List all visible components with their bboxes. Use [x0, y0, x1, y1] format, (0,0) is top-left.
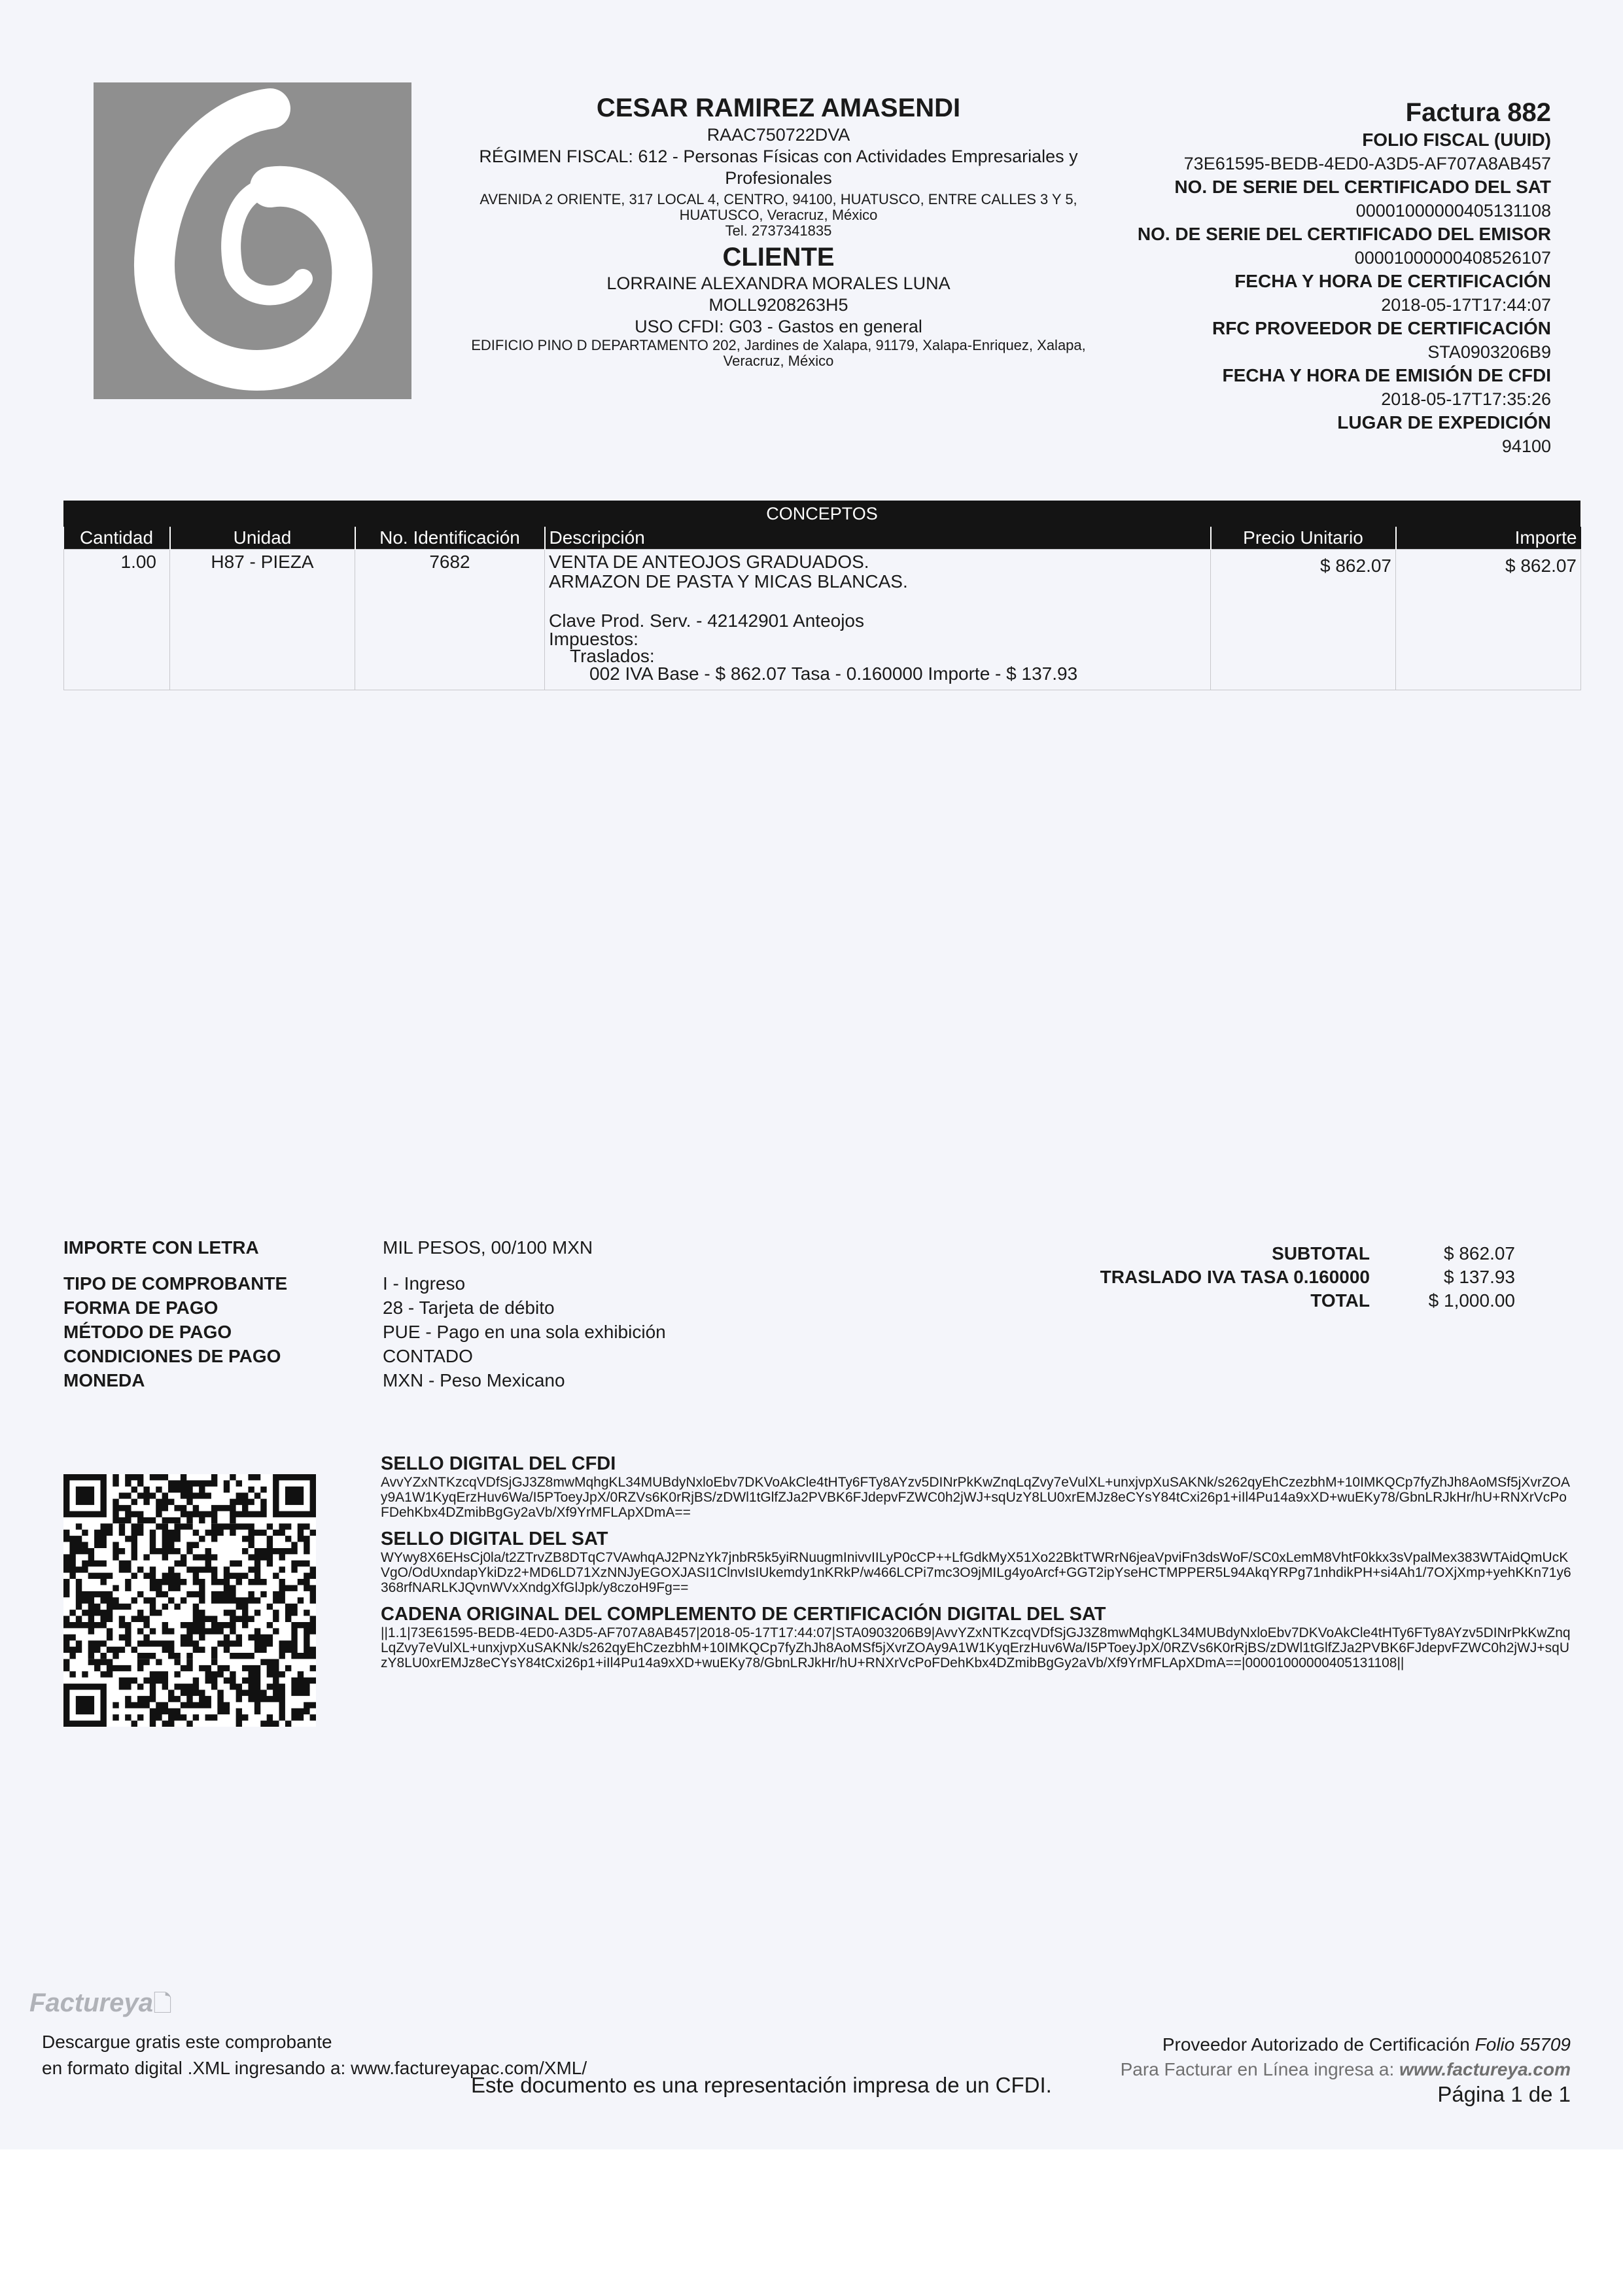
sello-sat-value: WYwy8X6EHsCj0la/t2ZTrvZB8DTqC7VAwhqAJ2PNzYk7jnbR5k5yiRNuugmInivvIILyP0cCP++LfGdkMyX51Xo22BktTWRrN6jeaVpviFn3dsWoF/SC0xLemM8VhtF0kkx3sVpalMex383WTAidQmUcKVgO/OdUxndapYkiDz2+MD6LD71XzNNJyEGOXJASI1ClnvIsIUkemdy1nKRkP/w466LCPi7mc3O9jMILg4yoArcf+GGT2ipYseHCTMPPER5L94AkqYRPg71nhdikPH+si4Ah1/7OXjXmp+yehKKn71y6368rfNARLKJQvnWVxXndgXfGlJpk/y8czoH9Fg== — [381, 1550, 1571, 1595]
client-heading: CLIENTE — [722, 243, 835, 272]
total-label: TOTAL — [1310, 1290, 1370, 1311]
col-cantidad: Cantidad — [64, 527, 170, 550]
table-row — [64, 550, 1581, 690]
iva-label: TRASLADO IVA TASA 0.160000 — [1100, 1267, 1370, 1287]
fecha-emision-label: FECHA Y HORA DE EMISIÓN DE CFDI — [1222, 365, 1551, 385]
client-name: LORRAINE ALEXANDRA MORALES LUNA — [606, 274, 951, 293]
desc-line-4: Impuestos: — [549, 629, 638, 649]
iva-value: $ 137.93 — [1444, 1267, 1515, 1287]
cell-cantidad: 1.00 — [64, 550, 170, 690]
footer-online: Para Facturar en Línea ingresa a: — [1120, 2059, 1395, 2079]
client-rfc: MOLL9208263H5 — [708, 295, 848, 315]
col-descripcion: Descripción — [545, 527, 1211, 550]
issuer-address: AVENIDA 2 ORIENTE, 317 LOCAL 4, CENTRO, 94100, HUATUSCO, ENTRE CALLES 3 Y 5, HUATUSCO, Veracruz, México — [480, 191, 1077, 223]
company-logo — [94, 82, 411, 399]
scan-bottom-strip — [0, 2149, 1623, 2296]
footer-provider — [1121, 2032, 1571, 2107]
moneda-value: MXN - Peso Mexicano — [383, 1370, 565, 1390]
factureya-logo — [29, 1987, 172, 2026]
metodo-value: PUE - Pago en una sola exhibición — [383, 1322, 666, 1342]
client-address: EDIFICIO PINO D DEPARTAMENTO 202, Jardines de Xalapa, 91179, Xalapa-Enriquez, Xalapa, Veracruz, México — [471, 337, 1086, 369]
tipo-value: I - Ingreso — [383, 1273, 466, 1294]
col-precio: Precio Unitario — [1211, 527, 1396, 550]
concepts-title: CONCEPTOS — [63, 501, 1580, 527]
sello-cfdi-value: AvvYZxNTKzcqVDfSjGJ3Z8mwMqhgKL34MUBdyNxloEbv7DKVoAkCle4tHTy6FTy8AYzv5DINrPkKwZnqLqZvy7eVulXL+unxjvpXuSAKNk/s262qyEhCzezbhM+10IMKQCp7fyZhJh8AoMSf5jXvrZOAy9A1W1KyqErzHuv6Wa/I5PToeyJpX/0RZVs6K0rRjBS/zDWl1tGlfZJa2PVBK6FJdepvFZWC0h2jWJ+sqUzY8LU0xrEMJz8eCYsY84tCxi26p1+iIl4Pu14a9xXD+wuEKy78/GbnLRJkHr/hU+RNXrVcPoFDehKbx4DZmibBgGy2aVb/Xf9YrMFLApXDmA== — [381, 1475, 1570, 1520]
client-uso-cfdi: USO CFDI: G03 - Gastos en general — [635, 317, 922, 336]
fecha-cert-value: 2018-05-17T17:44:07 — [1381, 295, 1551, 315]
cert-sat-label: NO. DE SERIE DEL CERTIFICADO DEL SAT — [1174, 177, 1551, 197]
col-unidad: Unidad — [170, 527, 355, 550]
cell-unidad: H87 - PIEZA — [170, 550, 355, 690]
cert-sat-value: 00001000000405131108 — [1355, 201, 1551, 221]
issuer-regimen: RÉGIMEN FISCAL: 612 - Personas Físicas con Actividades Empresariales y Profesionales — [479, 147, 1078, 188]
folio-value: 73E61595-BEDB-4ED0-A3D5-AF707A8AB457 — [1183, 154, 1551, 173]
sello-cfdi-label: SELLO DIGITAL DEL CFDI — [381, 1453, 616, 1474]
desc-line-1: VENTA DE ANTEOJOS GRADUADOS. — [549, 552, 869, 572]
col-identificacion: No. Identificación — [355, 527, 545, 550]
tipo-label: TIPO DE COMPROBANTE — [63, 1273, 288, 1294]
payment-info — [63, 1235, 666, 1392]
issuer-rfc: RAAC750722DVA — [707, 125, 850, 145]
digital-seals — [381, 1453, 1571, 1678]
condiciones-label: CONDICIONES DE PAGO — [63, 1346, 281, 1366]
fecha-cert-label: FECHA Y HORA DE CERTIFICACIÓN — [1234, 271, 1551, 291]
cert-emisor-value: 00001000000408526107 — [1354, 248, 1551, 268]
invoice-number: Factura 882 — [1405, 98, 1551, 127]
total-value: $ 1,000.00 — [1428, 1290, 1515, 1311]
forma-value: 28 - Tarjeta de débito — [383, 1298, 555, 1318]
concepts-header-row — [64, 527, 1581, 550]
metodo-label: MÉTODO DE PAGO — [63, 1322, 232, 1342]
cell-identificacion: 7682 — [355, 550, 545, 690]
qr-finder-pattern — [273, 1474, 316, 1517]
footer-left-line-2: en formato digital .XML ingresando a: www.factureyapac.com/XML/ — [42, 2058, 587, 2078]
issuer-phone: Tel. 2737341835 — [725, 222, 832, 239]
concepts-table — [63, 501, 1580, 690]
moneda-label: MONEDA — [63, 1370, 145, 1390]
cell-importe: $ 862.07 — [1396, 550, 1581, 690]
fecha-emision-value: 2018-05-17T17:35:26 — [1381, 389, 1551, 409]
factureya-brand: Factureya — [29, 1988, 153, 2017]
cert-emisor-label: NO. DE SERIE DEL CERTIFICADO DEL EMISOR — [1137, 224, 1551, 244]
footer-folio: Folio 55709 — [1475, 2034, 1571, 2055]
desc-line-3: Clave Prod. Serv. - 42142901 Anteojos — [549, 610, 865, 631]
cell-precio: $ 862.07 — [1211, 550, 1396, 690]
cadena-value: ||1.1|73E61595-BEDB-4ED0-A3D5-AF707A8AB457|2018-05-17T17:44:07|STA0903206B9|AvvYZxNTKzcqVDfSjGJ3Z8mwMqhgKL34MUBdyNxloEbv7DKVoAkCle4tHTy6FTy8AYzv5DINrPkKwZnqLqZvy7eVulXL+unxjvpXuSAKNk/s262qyEhCzezbhM+10IMKQCp7fyZhJh8AoMSf5jXvrZOAy9A1W1KyqErzHuv6Wa/I5PToeyJpX/0RZVs6K0rRjBS/zDWl1tGlfZJa2PVBK6FJdepvFZWC0h2jWJ+sqUzY8LU0xrEMJz8eCYsY84tCxi26p1+iIl4Pu14a9xXD+wuEKy78/GbnLRJkHr/hU+RNXrVcPoFDehKbx4DZmibBgGy2aVb/Xf9YrMFLApXDmA==|00001000000405131108|| — [381, 1625, 1571, 1670]
subtotal-value: $ 862.07 — [1444, 1243, 1515, 1263]
desc-line-2: ARMAZON DE PASTA Y MICAS BLANCAS. — [549, 571, 908, 592]
footer-online-url: www.factureya.com — [1399, 2059, 1571, 2079]
document-icon: 🗋 — [152, 1990, 172, 2017]
forma-label: FORMA DE PAGO — [63, 1298, 218, 1318]
cell-descripcion — [545, 550, 1211, 690]
rfc-prov-label: RFC PROVEEDOR DE CERTIFICACIÓN — [1212, 318, 1551, 338]
importe-letra-label: IMPORTE CON LETRA — [63, 1237, 259, 1258]
footer-cfdi-note: Este documento es una representación impresa de un CFDI. — [471, 2073, 1052, 2097]
qr-finder-pattern — [63, 1684, 107, 1727]
sello-sat-label: SELLO DIGITAL DEL SAT — [381, 1528, 608, 1549]
col-importe: Importe — [1396, 527, 1581, 550]
lugar-label: LUGAR DE EXPEDICIÓN — [1337, 412, 1551, 433]
folio-label: FOLIO FISCAL (UUID) — [1362, 130, 1551, 150]
invoice-header — [1093, 97, 1551, 458]
cadena-label: CADENA ORIGINAL DEL COMPLEMENTO DE CERTIFICACIÓN DIGITAL DEL SAT — [381, 1604, 1106, 1625]
issuer-name: CESAR RAMIREZ AMASENDI — [596, 94, 961, 122]
lugar-value: 94100 — [1501, 436, 1551, 456]
qr-finder-pattern — [63, 1474, 107, 1517]
qr-code — [63, 1474, 316, 1727]
footer-left-line-1: Descargue gratis este comprobante — [42, 2032, 332, 2052]
importe-letra-value: MIL PESOS, 00/100 MXN — [383, 1237, 593, 1258]
desc-line-5: Traslados: — [570, 646, 655, 666]
page-number: Página 1 de 1 — [1437, 2082, 1571, 2106]
subtotal-label: SUBTOTAL — [1272, 1243, 1370, 1263]
totals-block — [1100, 1242, 1515, 1313]
rfc-prov-value: STA0903206B9 — [1427, 342, 1551, 362]
issuer-block — [419, 92, 1138, 369]
desc-line-6: 002 IVA Base - $ 862.07 Tasa - 0.160000 Importe - $ 137.93 — [589, 663, 1078, 684]
condiciones-value: CONTADO — [383, 1346, 473, 1366]
footer-prov: Proveedor Autorizado de Certificación — [1162, 2034, 1470, 2055]
